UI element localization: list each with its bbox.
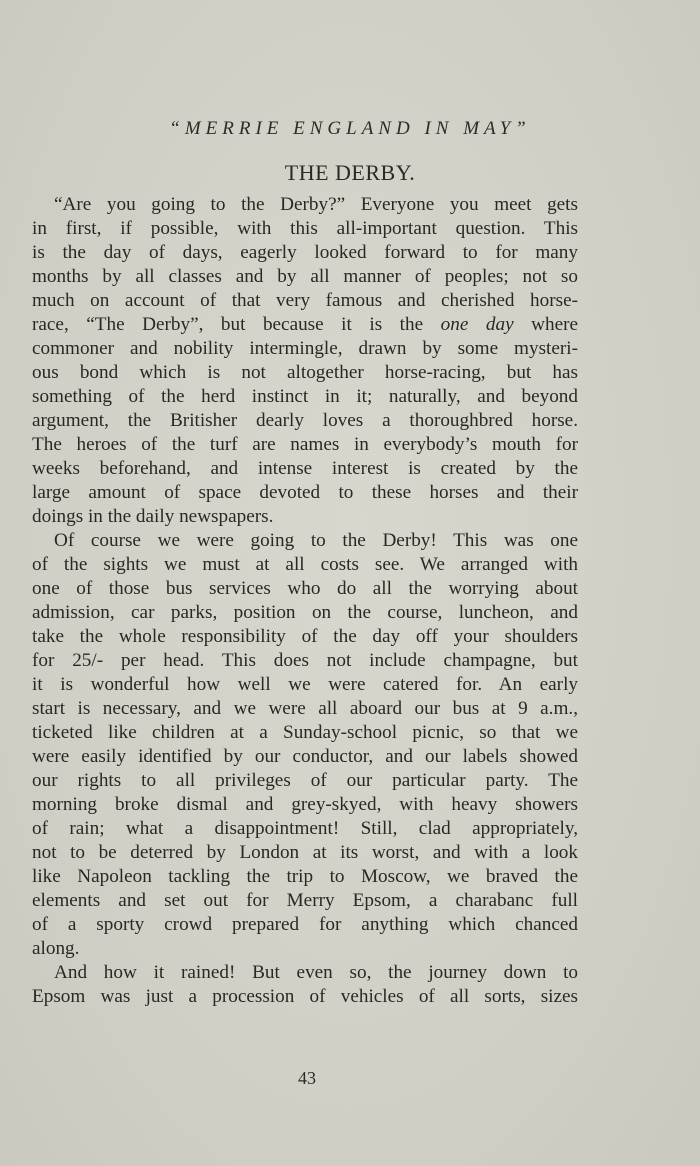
text-line: elements and set out for Merry Epsom, a charabanc full (32, 890, 578, 911)
text-line: for 25/- per head. This does not include champagne, but (32, 650, 578, 671)
text-line: not to be deterred by London at its worst, and with a look (32, 842, 578, 863)
text-line: is the day of days, eagerly looked forward to for many (32, 242, 578, 263)
text-line: doings in the daily newspapers. (32, 506, 274, 527)
text-line: admission, car parks, position on the course, luncheon, and (32, 602, 578, 623)
text-line: something of the herd instinct in it; naturally, and beyond (32, 386, 578, 407)
text-line: morning broke dismal and grey-skyed, with heavy showers (32, 794, 578, 815)
text-line: start is necessary, and we were all aboard our bus at 9 a.m., (32, 698, 578, 719)
text-line: months by all classes and by all manner of peoples; not so (32, 266, 578, 287)
paragraph-1 (32, 193, 578, 529)
text-line: were easily identified by our conductor, and our labels showed (32, 746, 578, 767)
text-line: “Are you going to the Derby?” Everyone you meet gets (54, 194, 578, 215)
text-line: The heroes of the turf are names in everybody’s mouth for (32, 434, 578, 455)
text-line: Epsom was just a procession of vehicles of all sorts, sizes (32, 986, 578, 1007)
text-line: our rights to all privileges of our particular party. The (32, 770, 578, 791)
text-line: like Napoleon tackling the trip to Moscow, we braved the (32, 866, 578, 887)
body-text (32, 193, 578, 1009)
paragraph-2 (32, 529, 578, 961)
page-number: 43 (298, 1068, 316, 1088)
text-line: one of those bus services who do all the worrying about (32, 578, 578, 599)
text-line: take the whole responsibility of the day off your shoulders (32, 626, 578, 647)
text-line: of rain; what a disappointment! Still, clad appropriately, (32, 818, 578, 839)
text-line: in first, if possible, with this all-important question. This (32, 218, 578, 239)
text-line: along. (32, 938, 80, 959)
text-line: And how it rained! But even so, the journey down to (54, 962, 578, 983)
text-line: Of course we were going to the Derby! This was one (54, 530, 578, 551)
text-line: weeks beforehand, and intense interest is created by the (32, 458, 578, 479)
paragraph-3 (32, 961, 578, 1009)
text-line: of the sights we must at all costs see. We arranged with (32, 554, 578, 575)
text-line: of a sporty crowd prepared for anything which chanced (32, 914, 578, 935)
text-line: much on account of that very famous and cherished horse- (32, 290, 578, 311)
text-line: large amount of space devoted to these horses and their (32, 482, 578, 503)
section-title: THE DERBY. (284, 160, 416, 185)
text-line: ticketed like children at a Sunday-school picnic, so that we (32, 722, 578, 743)
text-line: argument, the Britisher dearly loves a thoroughbred horse. (32, 410, 578, 431)
text-line: it is wonderful how well we were catered for. An early (32, 674, 578, 695)
text-line: commoner and nobility intermingle, drawn by some mysteri- (32, 338, 578, 359)
italic-phrase: one day (440, 314, 514, 335)
text-line: race, “The Derby”, but because it is the one day where (32, 314, 579, 335)
text-line: ous bond which is not altogether horse-racing, but has (32, 362, 578, 383)
running-head: “MERRIE ENGLAND IN MAY” (169, 118, 531, 139)
